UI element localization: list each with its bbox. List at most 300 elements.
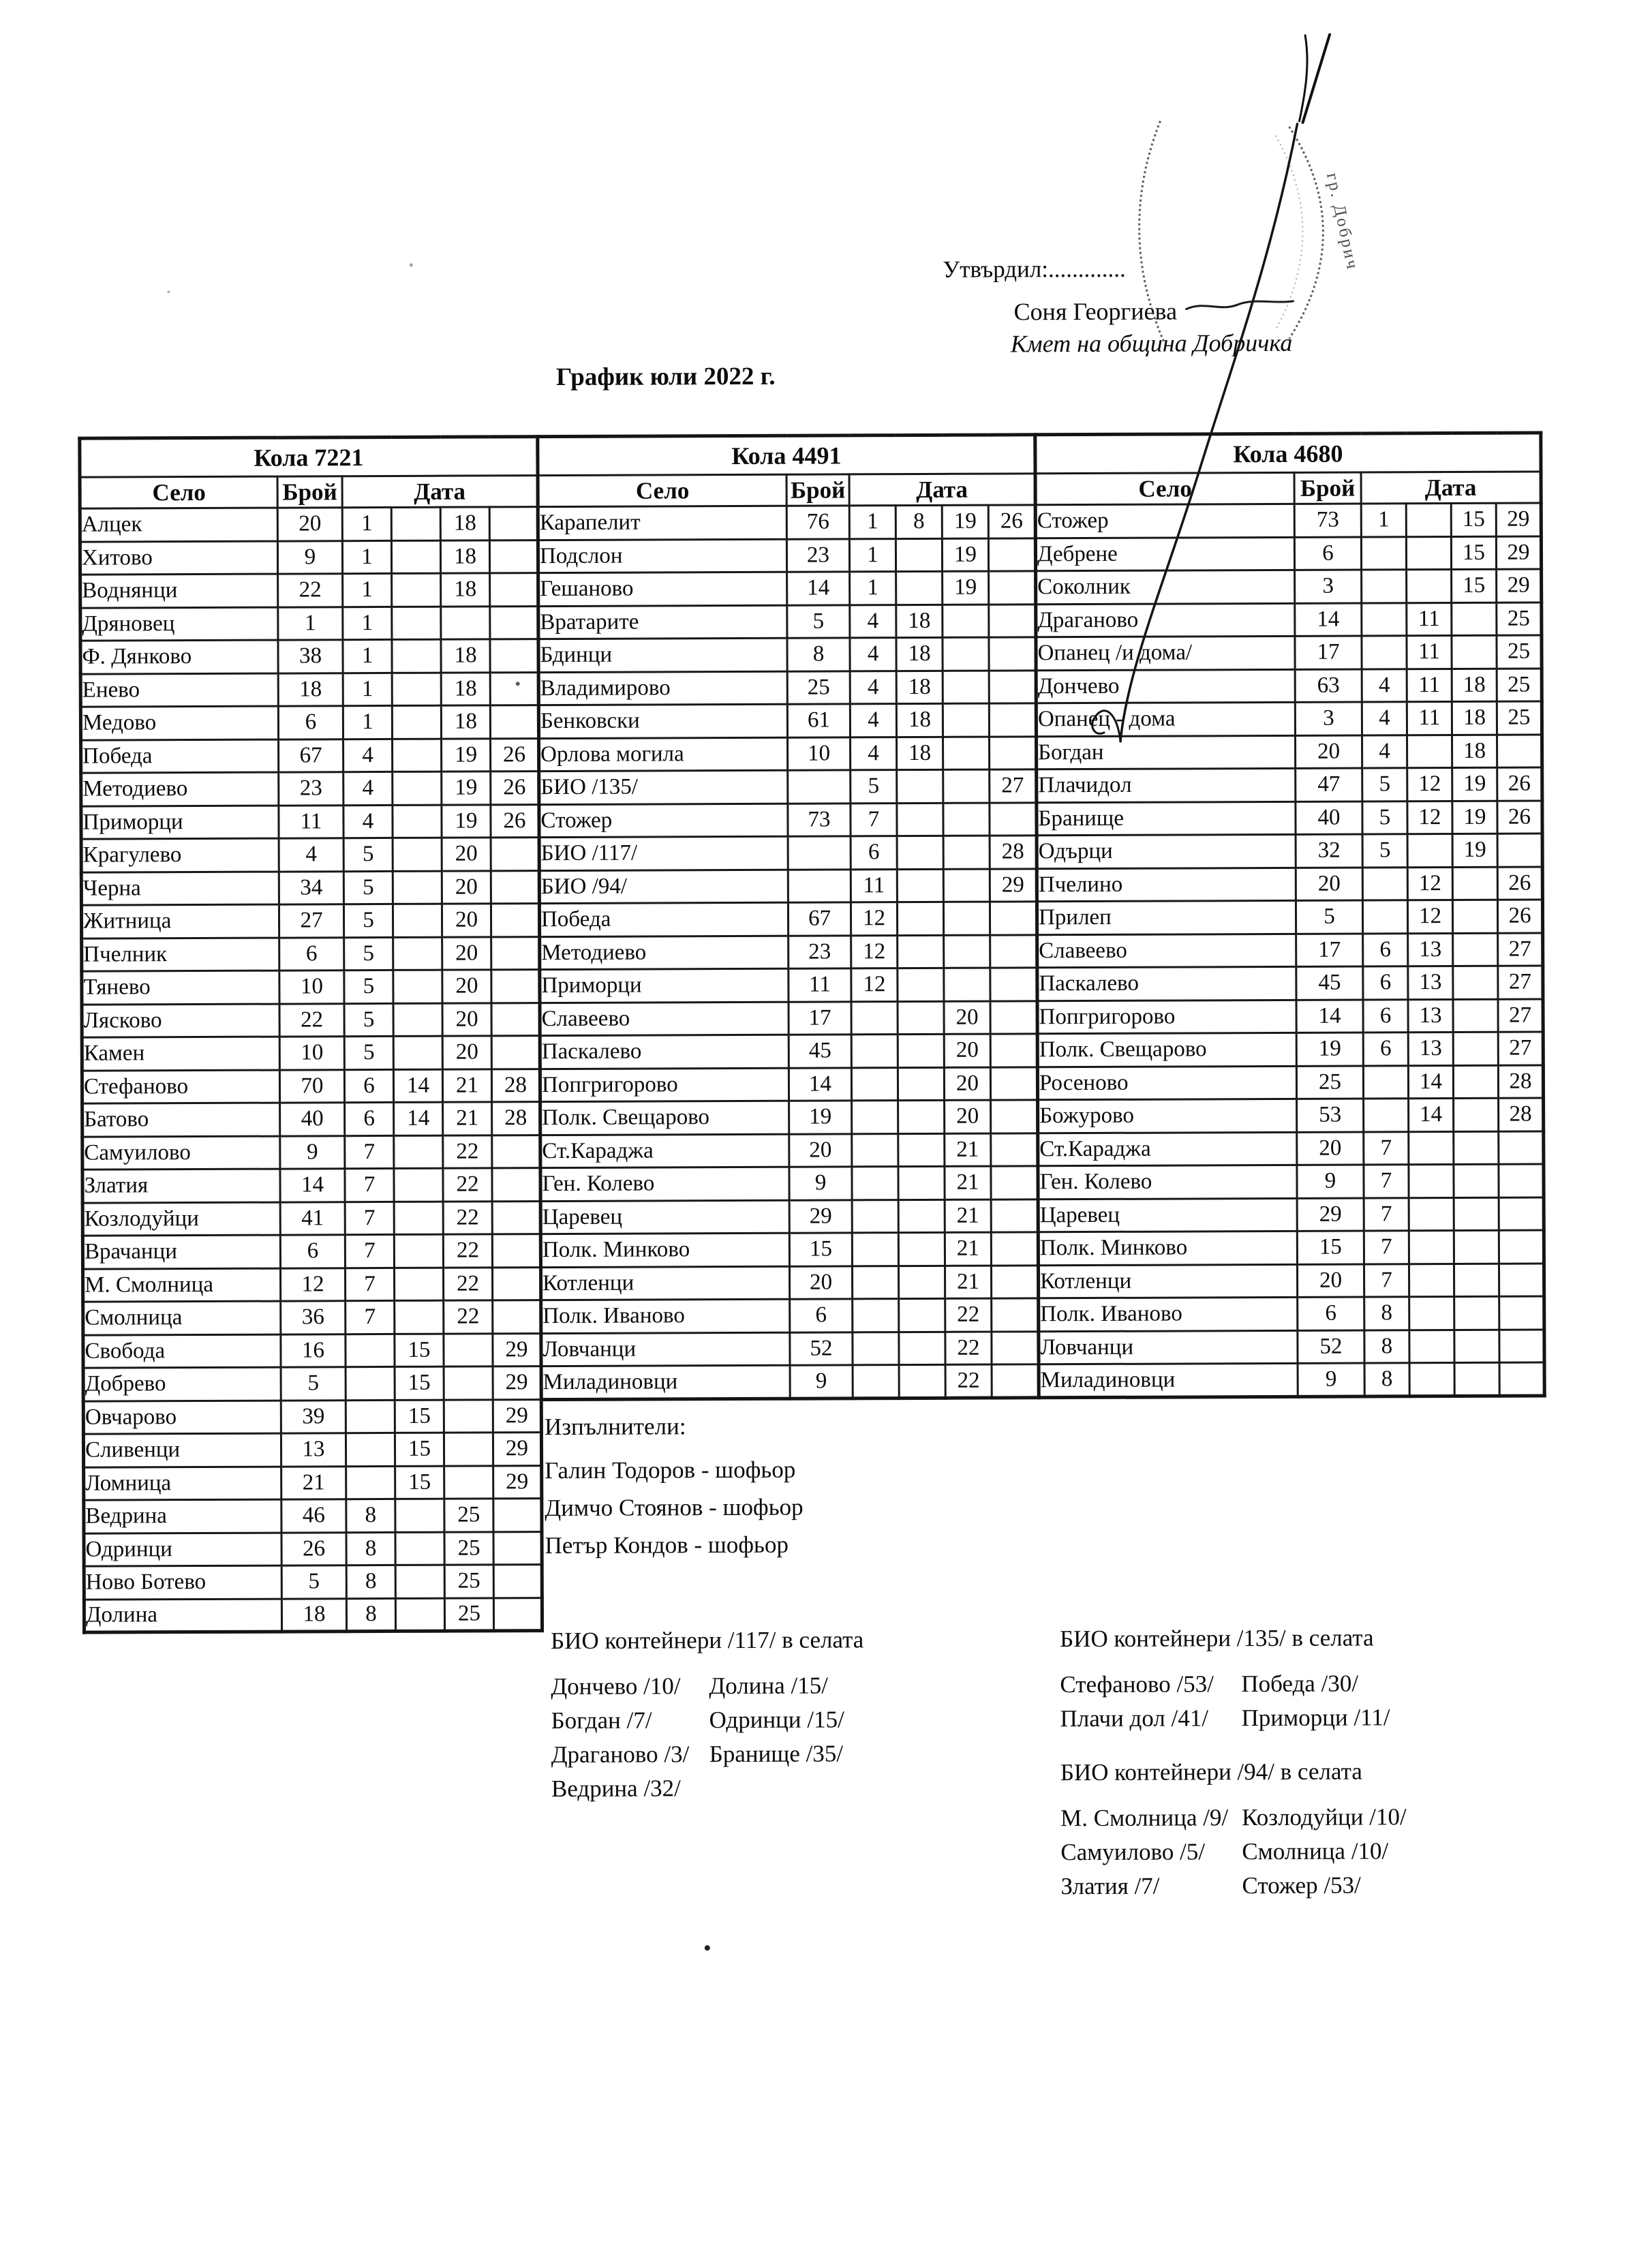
- village-cell: Ведрина: [84, 1499, 281, 1533]
- table-row: [82, 1102, 540, 1137]
- date-cell: 19: [1452, 801, 1497, 834]
- date-cell: [991, 1133, 1038, 1166]
- date-cell: 18: [1452, 701, 1497, 735]
- count-cell: 52: [790, 1332, 853, 1365]
- date-cell: 4: [343, 771, 393, 805]
- table-row: [83, 1333, 541, 1368]
- date-cell: 4: [851, 737, 897, 770]
- table-row: [538, 604, 1036, 639]
- bio-village-entry: Приморци /11/: [1241, 1704, 1390, 1732]
- count-cell: 10: [279, 970, 344, 1004]
- date-cell: 5: [344, 937, 393, 970]
- village-cell: Орлова могила: [539, 737, 788, 771]
- village-cell: Златия: [82, 1169, 280, 1203]
- table-row: [82, 1069, 540, 1103]
- date-cell: [392, 639, 441, 673]
- count-cell: 17: [1295, 636, 1362, 669]
- table-row: [81, 904, 539, 938]
- date-cell: 11: [1407, 701, 1452, 735]
- village-cell: Смолница: [83, 1301, 281, 1335]
- date-cell: [897, 836, 943, 869]
- date-cell: [1453, 933, 1498, 966]
- count-cell: 34: [279, 871, 343, 904]
- count-cell: 4: [279, 838, 343, 872]
- date-cell: 7: [345, 1135, 394, 1169]
- village-cell: Опанец - дома: [1036, 702, 1295, 736]
- date-cell: [1452, 900, 1497, 933]
- date-cell: 1: [343, 573, 392, 607]
- date-cell: [943, 637, 989, 671]
- table-row: [1035, 503, 1541, 538]
- village-cell: Паскалево: [540, 1035, 789, 1069]
- date-cell: [852, 1101, 898, 1134]
- car-title: Кола 4680: [1035, 433, 1541, 474]
- date-cell: 12: [851, 935, 898, 968]
- count-cell: 18: [281, 1598, 346, 1632]
- date-cell: [853, 1299, 899, 1332]
- date-cell: [991, 1199, 1038, 1232]
- date-cell: [1454, 1362, 1499, 1396]
- date-cell: 15: [1452, 569, 1497, 602]
- date-cell: [1452, 602, 1497, 636]
- date-cell: 12: [1407, 900, 1452, 933]
- approved-label: Утвърдил:.............: [943, 255, 1126, 283]
- scan-speck: [705, 1945, 710, 1951]
- table-row: [540, 1034, 1037, 1069]
- date-cell: [991, 1265, 1038, 1298]
- date-cell: 25: [1497, 668, 1542, 701]
- table-row: [539, 769, 1037, 804]
- village-cell: Славеево: [540, 1002, 789, 1036]
- date-cell: 5: [344, 970, 393, 1003]
- village-cell: Котленци: [540, 1266, 789, 1300]
- count-cell: 20: [1296, 867, 1362, 900]
- village-cell: Свобода: [83, 1334, 281, 1369]
- count-cell: 5: [281, 1367, 346, 1401]
- village-cell: Дряновец: [80, 607, 278, 641]
- date-cell: 29: [493, 1399, 541, 1433]
- date-cell: 12: [1407, 867, 1452, 900]
- count-cell: 9: [790, 1365, 853, 1398]
- date-cell: [1453, 1065, 1498, 1099]
- count-cell: 17: [789, 1001, 851, 1035]
- date-cell: 5: [344, 1036, 393, 1069]
- count-cell: 32: [1296, 834, 1362, 868]
- village-cell: Воднянци: [80, 574, 278, 608]
- bio-village-entry: Долина /15/: [709, 1672, 829, 1700]
- table-row: [1038, 1263, 1544, 1298]
- date-cell: 7: [345, 1202, 394, 1235]
- table-row: [540, 968, 1037, 1003]
- village-cell: Козлодуйци: [82, 1202, 280, 1236]
- table-row: [1038, 1131, 1544, 1165]
- date-cell: 20: [442, 1036, 491, 1069]
- village-cell: Тянево: [82, 970, 279, 1005]
- date-cell: [1409, 1230, 1454, 1264]
- village-cell: Полк. Минково: [540, 1233, 789, 1267]
- date-cell: 19: [442, 804, 491, 838]
- village-cell: Стожер: [1035, 504, 1294, 538]
- date-cell: 4: [343, 805, 393, 838]
- village-cell: Стефаново: [82, 1070, 279, 1104]
- bio-village-entry: Победа /30/: [1241, 1670, 1359, 1698]
- table-row: [80, 672, 538, 707]
- date-cell: [988, 538, 1035, 571]
- date-cell: 20: [944, 1001, 990, 1035]
- date-cell: [989, 703, 1036, 737]
- village-cell: Стожер: [539, 804, 788, 838]
- date-cell: 18: [440, 507, 489, 540]
- table-row: [1037, 866, 1542, 901]
- stamp-right-arc: [1289, 127, 1324, 339]
- date-cell: [395, 1499, 444, 1532]
- date-cell: 15: [1451, 503, 1496, 536]
- date-cell: 18: [440, 540, 489, 573]
- table-row: [1037, 932, 1543, 967]
- table-row: [84, 1598, 542, 1632]
- date-cell: [943, 803, 990, 836]
- executors-block: [545, 1413, 804, 1564]
- date-cell: [992, 1298, 1039, 1332]
- count-cell: 6: [278, 706, 343, 739]
- count-cell: 21: [281, 1466, 346, 1499]
- date-cell: 20: [442, 870, 491, 904]
- count-cell: 15: [789, 1233, 852, 1266]
- col-header-village: Село: [1035, 472, 1294, 504]
- village-cell: Приморци: [81, 806, 279, 840]
- date-cell: [1453, 966, 1498, 999]
- date-cell: 19: [442, 738, 491, 771]
- count-cell: 3: [1295, 702, 1362, 735]
- count-cell: 27: [279, 904, 343, 938]
- village-cell: Паскалево: [1037, 966, 1296, 1000]
- count-cell: 41: [280, 1202, 345, 1235]
- date-cell: [943, 769, 990, 803]
- village-cell: Лясково: [82, 1004, 279, 1038]
- col-header-count: Брой: [277, 476, 342, 508]
- count-cell: 29: [1297, 1197, 1364, 1231]
- count-cell: 25: [787, 671, 850, 704]
- date-cell: [851, 1067, 898, 1101]
- count-cell: 6: [1294, 536, 1361, 570]
- date-cell: 7: [1364, 1131, 1409, 1165]
- date-cell: 4: [850, 671, 896, 704]
- village-cell: Попгригорово: [540, 1068, 789, 1102]
- executors-heading: Изпълнители:: [544, 1413, 686, 1441]
- date-cell: [395, 1565, 444, 1598]
- village-cell: Самуилово: [82, 1136, 280, 1170]
- village-cell: Ф. Дянково: [80, 640, 278, 674]
- village-cell: Гешаново: [538, 572, 787, 606]
- date-cell: 1: [343, 639, 392, 673]
- date-cell: 26: [1497, 900, 1542, 933]
- date-cell: [491, 870, 539, 904]
- bio-village-entry: Одринци /15/: [709, 1706, 844, 1734]
- count-cell: 11: [279, 805, 343, 838]
- date-cell: 7: [1364, 1264, 1409, 1297]
- date-cell: 6: [1363, 933, 1408, 966]
- bio-117-heading: БИО контейнери /117/ в селата: [551, 1626, 864, 1655]
- date-cell: 12: [851, 902, 897, 936]
- date-cell: [444, 1465, 493, 1499]
- bio-village-entry: Дончево /10/: [551, 1672, 681, 1700]
- date-cell: [1497, 834, 1542, 867]
- date-cell: [1452, 635, 1497, 669]
- table-row: [540, 1000, 1037, 1035]
- date-cell: 20: [944, 1067, 990, 1101]
- date-cell: 18: [1452, 669, 1497, 702]
- executor-driver: Галин Тодоров - шофьор: [545, 1456, 796, 1484]
- date-cell: 18: [441, 672, 490, 705]
- date-cell: [990, 1034, 1037, 1067]
- table-row: [82, 1135, 540, 1170]
- date-cell: [943, 902, 990, 935]
- date-cell: [991, 1232, 1038, 1266]
- count-cell: 61: [787, 704, 850, 737]
- date-cell: [493, 1300, 541, 1334]
- date-cell: [1409, 1197, 1454, 1231]
- bio-section-135: [1060, 1624, 1390, 1736]
- count-cell: 9: [1298, 1363, 1364, 1396]
- date-cell: 13: [1408, 999, 1453, 1033]
- date-cell: 11: [1407, 669, 1452, 702]
- col-header-count: Брой: [786, 474, 849, 506]
- table-row: [1039, 1362, 1544, 1397]
- table-row: [83, 1267, 541, 1302]
- village-cell: Ст.Караджа: [1038, 1132, 1297, 1166]
- date-cell: [1406, 503, 1451, 536]
- date-cell: 14: [394, 1102, 443, 1135]
- date-cell: 28: [491, 1069, 540, 1102]
- village-cell: Владимирово: [538, 671, 787, 705]
- car-title: Кола 4491: [538, 435, 1035, 476]
- village-cell: Полк. Минково: [1038, 1231, 1297, 1265]
- village-cell: Одърци: [1037, 834, 1296, 868]
- village-cell: Медово: [80, 706, 278, 740]
- date-cell: [1452, 867, 1497, 900]
- count-cell: 38: [278, 640, 343, 673]
- date-cell: [492, 1135, 540, 1168]
- date-cell: 26: [491, 804, 539, 838]
- count-cell: 10: [279, 1037, 344, 1070]
- count-cell: 5: [787, 605, 850, 638]
- date-cell: [852, 1266, 898, 1299]
- table-row: [81, 738, 539, 773]
- count-cell: 9: [1297, 1165, 1364, 1198]
- date-cell: 29: [1497, 569, 1542, 602]
- table-row: [1035, 536, 1541, 570]
- signature-stroke-top2: [1299, 35, 1307, 121]
- date-cell: 19: [942, 538, 988, 572]
- date-cell: 7: [346, 1300, 395, 1334]
- count-cell: 76: [786, 506, 849, 539]
- date-cell: [444, 1433, 493, 1466]
- village-cell: Одринци: [84, 1533, 281, 1567]
- date-cell: [897, 803, 943, 836]
- village-cell: Ловчанци: [1039, 1330, 1298, 1364]
- table-row: [540, 1265, 1038, 1300]
- date-cell: [989, 670, 1036, 703]
- date-cell: [1499, 1296, 1544, 1330]
- village-cell: Бенковски: [538, 704, 787, 738]
- village-cell: Добрево: [83, 1367, 281, 1401]
- village-cell: Котленци: [1038, 1264, 1297, 1298]
- date-cell: [392, 705, 441, 739]
- village-cell: Пчелино: [1037, 868, 1296, 902]
- table-row: [1036, 635, 1542, 670]
- bio-94-heading: БИО контейнери /94/ в селата: [1060, 1758, 1362, 1786]
- count-cell: 73: [788, 803, 851, 836]
- date-cell: [943, 605, 989, 638]
- col-header-date: Дата: [849, 474, 1035, 506]
- count-cell: 20: [789, 1266, 852, 1299]
- date-cell: 5: [1362, 768, 1407, 801]
- table-row: [82, 970, 540, 1005]
- table-row: [538, 637, 1036, 672]
- table-row: [83, 1399, 541, 1434]
- date-cell: 4: [850, 605, 896, 638]
- count-cell: 22: [278, 574, 343, 607]
- village-cell: Черна: [81, 872, 279, 906]
- date-cell: [392, 673, 441, 706]
- date-cell: 15: [395, 1366, 444, 1400]
- count-cell: [788, 869, 851, 902]
- schedule-table-kola-4680: [1033, 431, 1546, 1398]
- date-cell: 21: [945, 1133, 991, 1167]
- date-cell: 15: [395, 1400, 444, 1433]
- date-cell: 20: [442, 904, 491, 937]
- table-row: [540, 934, 1037, 969]
- date-cell: 19: [442, 771, 491, 805]
- count-cell: 40: [280, 1103, 345, 1136]
- date-cell: 26: [1497, 866, 1542, 900]
- date-cell: [851, 1001, 898, 1035]
- count-cell: 15: [1297, 1231, 1364, 1264]
- date-cell: 6: [345, 1102, 394, 1135]
- date-cell: 28: [492, 1102, 540, 1135]
- table-row: [81, 771, 539, 806]
- date-cell: [493, 1531, 542, 1565]
- date-cell: [989, 604, 1036, 637]
- count-cell: 23: [279, 772, 343, 806]
- date-cell: [1362, 570, 1407, 603]
- count-cell: 3: [1295, 570, 1362, 603]
- date-cell: 22: [443, 1168, 492, 1202]
- count-cell: 5: [1296, 900, 1362, 934]
- date-cell: [493, 1499, 542, 1532]
- date-cell: [492, 1168, 540, 1202]
- village-cell: Вратарите: [538, 605, 787, 639]
- date-cell: [489, 540, 538, 573]
- count-cell: 14: [1296, 999, 1363, 1033]
- executor-driver: Петър Кондов - шофьор: [545, 1531, 789, 1559]
- table-row: [538, 670, 1036, 705]
- date-cell: [393, 970, 442, 1003]
- date-cell: [346, 1366, 395, 1400]
- date-cell: [1499, 1131, 1544, 1164]
- date-cell: 21: [945, 1266, 991, 1299]
- date-cell: [393, 838, 442, 871]
- date-cell: [1409, 1296, 1454, 1330]
- village-cell: Бранище: [1037, 801, 1296, 836]
- date-cell: 6: [851, 836, 897, 870]
- date-cell: 27: [1498, 1032, 1543, 1065]
- date-cell: 5: [344, 1003, 393, 1037]
- table-row: [1036, 701, 1542, 736]
- village-cell: Соколник: [1036, 570, 1295, 604]
- date-cell: [943, 671, 989, 704]
- date-cell: [897, 869, 943, 902]
- count-cell: 63: [1295, 669, 1362, 702]
- date-cell: [395, 1268, 444, 1301]
- date-cell: [852, 1233, 898, 1266]
- village-cell: Сливенци: [83, 1433, 281, 1467]
- village-cell: Драганово: [1036, 603, 1295, 637]
- date-cell: 7: [1364, 1197, 1409, 1231]
- executor-driver: Димчо Стоянов - шофьор: [545, 1493, 804, 1522]
- date-cell: [1407, 735, 1452, 768]
- bio-village-entry: М. Смолница /9/: [1060, 1804, 1229, 1832]
- date-cell: 6: [344, 1069, 393, 1103]
- date-cell: 5: [851, 770, 897, 804]
- village-cell: Росеново: [1037, 1066, 1296, 1100]
- date-cell: [444, 1333, 493, 1366]
- village-cell: Полк. Иваново: [541, 1299, 790, 1333]
- table-row: [541, 1331, 1039, 1366]
- date-cell: [1454, 1098, 1499, 1131]
- date-cell: [1362, 900, 1407, 934]
- date-cell: [899, 1298, 945, 1332]
- date-cell: [852, 1133, 898, 1167]
- count-cell: 20: [1297, 1131, 1364, 1165]
- date-cell: [394, 1168, 443, 1202]
- count-cell: 40: [1296, 801, 1362, 834]
- date-cell: 14: [1409, 1098, 1454, 1131]
- date-cell: 4: [850, 638, 896, 671]
- count-cell: 5: [281, 1565, 346, 1599]
- table-row: [539, 868, 1037, 903]
- count-cell: 53: [1297, 1099, 1364, 1132]
- date-cell: 6: [1363, 966, 1408, 1000]
- village-cell: Алцек: [80, 508, 277, 542]
- date-cell: 7: [1364, 1165, 1409, 1198]
- date-cell: [393, 805, 442, 838]
- table-row: [1037, 966, 1543, 1000]
- date-cell: 25: [444, 1499, 493, 1532]
- date-cell: [943, 703, 989, 737]
- count-cell: 20: [1297, 1264, 1364, 1297]
- village-cell: Житница: [81, 904, 279, 938]
- count-cell: 20: [1296, 735, 1362, 768]
- scan-speck: [167, 290, 170, 293]
- table-row: [81, 838, 539, 872]
- approver-title: Кмет на община Добричка: [1010, 328, 1293, 358]
- table-row: [83, 1366, 541, 1401]
- village-cell: Хитово: [80, 541, 277, 575]
- table-row: [1037, 998, 1543, 1033]
- date-cell: [493, 1598, 542, 1631]
- date-cell: [346, 1334, 395, 1367]
- date-cell: [444, 1366, 493, 1400]
- date-cell: [1454, 1330, 1499, 1363]
- count-cell: 47: [1296, 768, 1362, 801]
- date-cell: 18: [441, 573, 490, 607]
- table-row: [1037, 800, 1542, 835]
- date-cell: [898, 1232, 945, 1266]
- col-header-count: Брой: [1294, 472, 1361, 504]
- count-cell: 45: [789, 1035, 851, 1068]
- table-row: [1037, 767, 1542, 802]
